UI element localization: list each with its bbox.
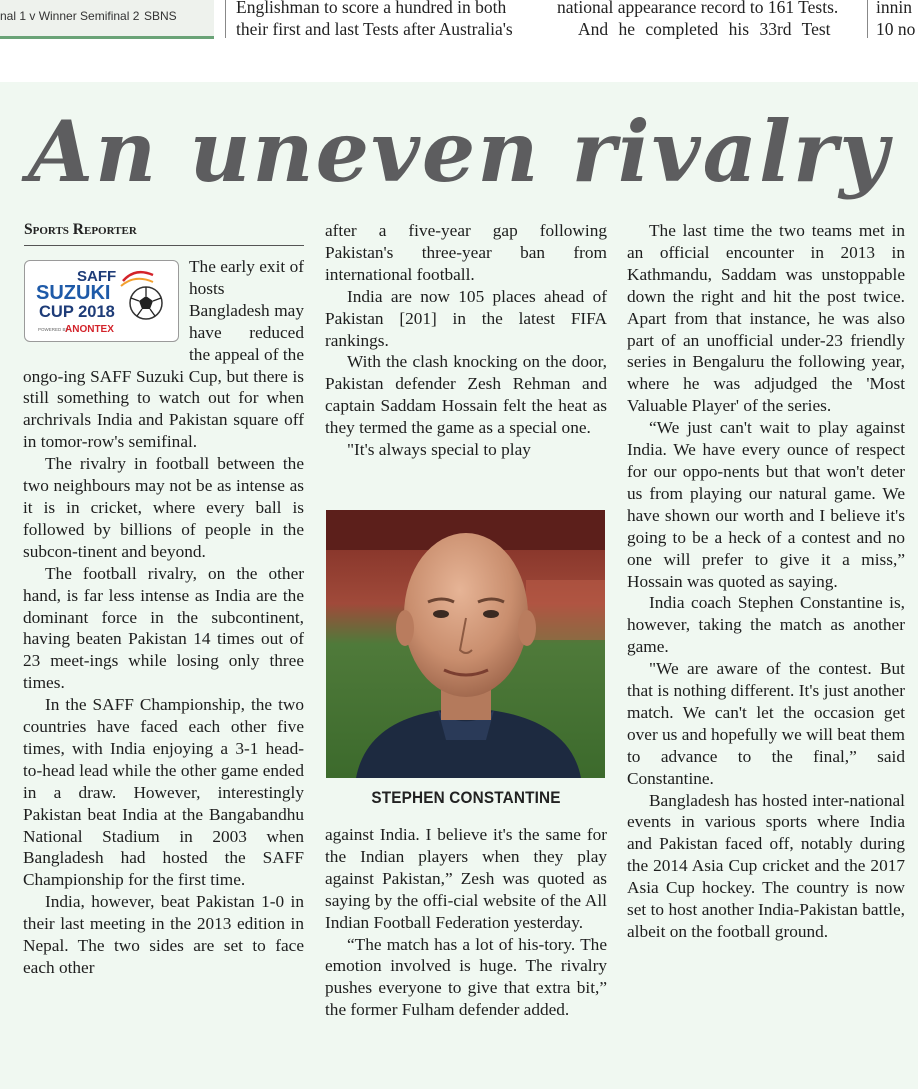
paragraph: after a five-year gap following Pakistan's three-year ban from international football.	[325, 221, 607, 284]
paragraph: "We are aware of the contest. But that is nothing different. It's just another match. We can't let the occasion get over us and hopefully we will beat them to advance to the final,” said Constantine.	[627, 659, 905, 788]
article-column-2-bottom	[325, 824, 607, 1021]
fixture-box	[0, 0, 214, 39]
fixture-text: nal 1 v Winner Semifinal 2	[0, 9, 140, 23]
logo-text-sponsor: ANONTEX	[65, 324, 114, 335]
fixture-venue: SBNS	[144, 9, 177, 23]
article-column-2-top	[325, 220, 607, 461]
paragraph: In the SAFF Championship, the two countries have faced each other five times, with India enjoying a 3-1 head-to-head lead while the other game ended in a draw. However, interestingly Pakistan beat India at the Bangabandhu National Stadium in 2003 when Bangladesh had hosted the SAFF Championship for the first time.	[23, 695, 304, 890]
paragraph: With the clash knocking on the door, Pakistan defender Zesh Rehman and captain Saddam Hossain felt the heat as they termed the game as a special one.	[325, 352, 607, 438]
top-strip	[0, 0, 918, 82]
paragraph: The early exit of hosts Bangladesh may have reduced the appeal of the ongo-ing SAFF Suzuki Cup, but there is still something to watch out for when archrivals India and Pakistan square off in tomor-row's semifinal.	[23, 257, 304, 452]
logo-text-powered: POWERED BY	[38, 327, 69, 332]
paragraph: Bangladesh has hosted inter-national events in various sports where India and Pakistan faced off, notably during the 2014 Asia Cup cricket and the 2017 Asia Cup hockey. The country is now set to host another India-Pakistan battle, albeit on the football ground.	[627, 790, 905, 941]
logo-text-saff: SAFF	[77, 268, 117, 285]
snippet-c-line-1: innin	[876, 0, 912, 17]
logo-text-suzuki: SUZUKI	[36, 282, 111, 304]
snippet-b-line-1: national appearance record to 161 Tests.	[557, 0, 839, 17]
tournament-logo-graphic	[25, 261, 178, 341]
article-column-1	[23, 257, 304, 979]
logo-text-cup: CUP 2018	[39, 303, 115, 321]
paragraph: “The match has a lot of his-tory. The emotion involved is huge. The rivalry pushes everyone to give that extra bit,” the former Fulham defender added.	[325, 934, 607, 1020]
paragraph: The football rivalry, on the other hand, is far less intense as India are the dominant force in the subcontinent, having beaten Pakistan 14 times out of 23 meet-ings while losing only three times.	[23, 563, 304, 693]
column-rule	[867, 0, 868, 38]
photo-caption: STEPHEN CONSTANTINE	[371, 788, 561, 807]
paragraph: against India. I believe it's the same for the Indian players when they play against Pakistan,” Zesh was quoted as saying by the offi-cial website of the All Indian Football Federation yesterday.	[325, 825, 607, 932]
paragraph: India, however, beat Pakistan 1-0 in their last meeting in the 2013 edition in Nepal. The two sides are set to face each other	[23, 892, 304, 977]
headline: An uneven rivalry	[27, 102, 891, 201]
saff-suzuki-cup-logo	[24, 260, 179, 342]
paragraph: "It's always special to play	[347, 440, 531, 460]
snippet-a-line-2: their first and last Tests after Australia's	[236, 19, 513, 39]
snippet-a-line-1: Englishman to score a hundred in both	[236, 0, 507, 17]
paragraph: The rivalry in football between the two neighbours may not be as intense as it is in cricket, where every ball is followed by billions of people in the subcon-tinent and beyond.	[23, 454, 304, 561]
paragraph: “We just can't wait to play against India. We have every ounce of respect for our oppo-nents but that won't deter us from playing our natural game. We have shown our worth and I believe it's going to be a heck of a contest and no one will prefer to give it a miss,” Hossain was quoted as saying.	[627, 418, 905, 591]
portrait-image	[326, 510, 605, 778]
paragraph: India are now 105 places ahead of Pakistan [201] in the latest FIFA rankings.	[325, 286, 607, 350]
paragraph: The last time the two teams met in an official encounter in 2013 in Kathmandu, Saddam was unstoppable down the right and hit the post twice. Apart from that instance, he was also part of an unofficial under-23 friendly series in Bengaluru the following year, where he was adjudged the 'Most Valuable Player' of the series.	[627, 221, 905, 416]
stephen-constantine-photo	[326, 510, 605, 778]
snippet-c-line-2: 10 no	[876, 19, 916, 39]
article-column-3	[627, 220, 905, 943]
paragraph: India coach Stephen Constantine is, however, taking the match as another game.	[627, 593, 905, 657]
snippet-b-line-2: And he completed his 33rd Test	[578, 19, 831, 39]
column-rule	[225, 0, 226, 38]
byline: Sports Reporter	[24, 221, 304, 246]
